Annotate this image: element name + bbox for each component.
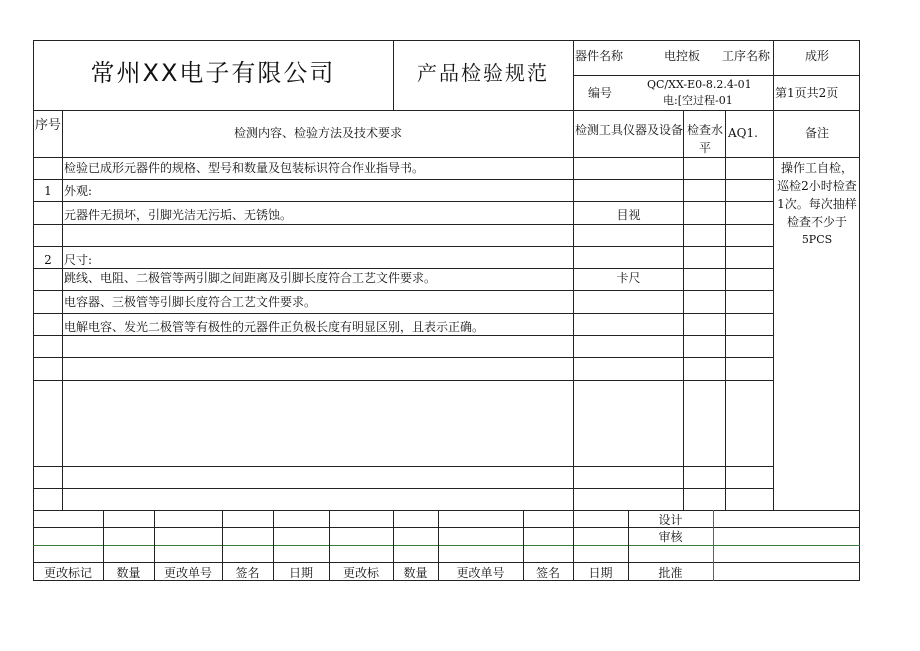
col-content-header: 检测内容、检验方法及技术要求	[233, 126, 402, 140]
col-tool-header: 检测工具仪器及设备	[575, 123, 684, 137]
footer-header: 更改标记	[43, 566, 92, 580]
col-aql-header: AQ1.	[728, 126, 758, 140]
row-text: 外观:	[64, 184, 93, 198]
code-label: 编号	[588, 86, 613, 100]
col-level-header: 检查水平	[686, 123, 723, 155]
part-name-value: 电控板	[664, 49, 701, 63]
code-value-2: 电:[空过程-01	[663, 94, 733, 107]
footer-header: 签名	[235, 566, 260, 580]
process-label: 工序名称	[722, 49, 771, 63]
page-info: 第1页共2页	[775, 86, 839, 100]
col-remark-header: 备注	[804, 126, 829, 140]
remark-line: 检查不少于	[786, 215, 847, 229]
remark-line: 操作工自检，	[780, 161, 853, 175]
design-label: 设计	[658, 513, 683, 527]
row-tool: 目视	[616, 208, 641, 222]
row-text: 跳线、电阻、二极管等两引脚之间距离及引脚长度符合工艺文件要求。	[64, 271, 437, 285]
footer-header: 签名	[535, 566, 560, 580]
footer-header: 数量	[403, 566, 428, 580]
remark-line: 5PCS	[801, 233, 833, 246]
footer-header: 更改标	[342, 566, 379, 580]
part-name-label: 器件名称	[575, 49, 624, 63]
row-tool: 卡尺	[616, 271, 641, 285]
footer-header: 数量	[116, 566, 141, 580]
code-value: QC/XX-E0-8.2.4-01	[647, 78, 752, 91]
row-seq: 2	[44, 253, 52, 267]
row-text: 电容器、三极管等引脚长度符合工艺文件要求。	[64, 295, 317, 309]
row-text: 电解电容、发光二极管等有极性的元器件正负极长度有明显区别，且表示正确。	[64, 320, 485, 334]
footer-header: 更改单号	[163, 566, 212, 580]
process-value: 成形	[804, 49, 829, 63]
row-text: 元器件无损坏，引脚光洁无污垢、无锈蚀。	[64, 208, 293, 222]
document-title: 产品检验规范	[417, 61, 549, 85]
footer-header: 日期	[288, 566, 313, 580]
remark-line: 1次。每次抽样	[777, 197, 857, 211]
row-text: 尺寸:	[64, 253, 93, 267]
approve-label: 批准	[658, 566, 683, 580]
footer-header: 更改单号	[456, 566, 505, 580]
footer-header: 日期	[588, 566, 613, 580]
col-seq-header: 序号	[34, 118, 61, 133]
remark-line: 巡检2小时检查	[777, 179, 857, 193]
company-name: 常州XX电子有限公司	[90, 59, 336, 87]
row-seq: 1	[44, 184, 52, 198]
row-text: 检验已成形元器件的规格、型号和数量及包装标识符合作业指导书。	[64, 161, 425, 175]
review-label: 审核	[658, 530, 683, 544]
